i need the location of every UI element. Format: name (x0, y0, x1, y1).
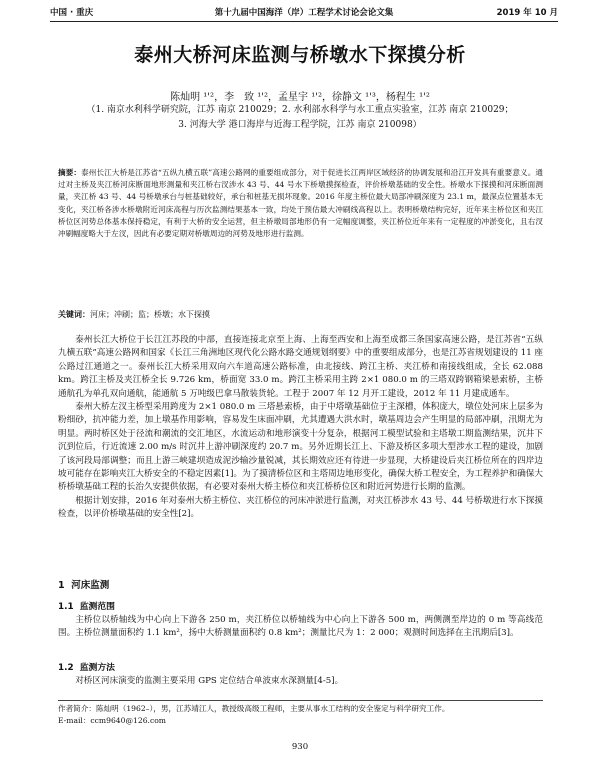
section-1-1-heading (58, 599, 115, 612)
section-1-2-body (58, 675, 543, 688)
section-1-2-number: 1.2 (58, 663, 74, 673)
introduction (58, 334, 543, 522)
header-rule (50, 21, 558, 22)
section-1-1-title: 监测范围 (79, 602, 115, 612)
section-1-2-paragraph: 对桥区河床演变的监测主要采用 GPS 定位结合单波束水深测量[4-5]。 (75, 676, 344, 686)
section-1-heading (58, 577, 109, 591)
section-1-1-body (58, 614, 543, 641)
header-proceedings: 第十九届中国海洋（岸）工程学术讨论会论文集 (214, 8, 394, 18)
section-1-title: 河床监测 (71, 580, 110, 591)
section-1-2-title: 监测方法 (79, 663, 115, 673)
footnote-bio: 作者简介：陈灿明（1962–），男，江苏靖江人，教授级高级工程师，主要从事水工结构的安全鉴定与科学研究工作。 (58, 704, 450, 713)
header-location: 中国 · 重庆 (50, 8, 94, 18)
running-header (50, 6, 558, 20)
author-footnote (58, 703, 543, 727)
page-number: 930 (291, 742, 309, 752)
footnote-rule (58, 700, 543, 701)
footnote-email: E-mail：ccm9640@126.com (58, 716, 166, 725)
section-1-2-heading (58, 660, 115, 673)
author-list: 陈灿明 ¹'²，李 致 ¹'²，孟星宇 ¹'²，徐静文 ¹'³，杨程生 ¹'² (170, 92, 430, 103)
abstract-label: 摘要： (58, 168, 82, 177)
affiliation-line-1: （1. 南京水利科学研究院，江苏 南京 210029；2. 水利部水科学与水工重点实验室，江苏 南京 210029； (86, 105, 514, 115)
keywords-text: 河床；冲刷；监；桥墩；水下探摸 (90, 310, 210, 319)
intro-paragraph-3: 根据计划安排，2016 年对泰州大桥主桥位、夹江桥位的河床冲淤进行监测，对夹江桥涉水 43 号、44 号桥墩进行水下探摸检查，以评价桥墩基础的安全性[2]。 (58, 495, 543, 520)
abstract (58, 167, 543, 240)
keywords-label: 关键词： (58, 309, 90, 319)
section-1-number: 1 (58, 580, 65, 591)
header-date: 2019 年 10 月 (496, 8, 558, 18)
affiliation-line-2: 3. 河海大学 港口海岸与近海工程学院，江苏 南京 210098） (178, 120, 422, 130)
abstract-text: 泰州长江大桥是江苏省“五纵九横五联”高速公路网的重要组成部分，对于促进长江两岸区域经济的协调发展和沿江开发具有重要意义。通过对主桥及夹江桥河床断面地形测量和夹江桥右汊涉水 43 号、44 号水下桥墩摸探检查，评价桥墩基础的安全性。桥墩水下探摸和河床断面测量，夹江桥 43 号、44 号桥墩承台与桩基础较好，承台和桩基无损坏现象。2016 年度主桥位最大局部冲刷深度为 23.1 m，最深点位置基本无变化，夹江桥各涉水桥墩附近河床高程与历次监测结果基本一致，均处于预估最大冲刷线高程以上。表明桥墩结构完好，近年来主桥位区和夹江桥位区河势总体基本保持稳定，有利于大桥的安全运营，但主桥墩局部地形仍有一定幅度调整，夹江桥位近年来有一定程度的冲淤变化，且右汊冲刷幅度略大于左汊，因此有必要定期对桥墩周边的河势及地形进行监测。 (58, 168, 543, 239)
paper-title: 泰州大桥河床监测与桥墩水下探摸分析 (134, 44, 466, 66)
affiliations (40, 103, 560, 133)
section-1-1-number: 1.1 (58, 602, 74, 612)
section-1-1-paragraph: 主桥位以桥轴线为中心向上下游各 250 m，夹江桥位以桥轴线为中心向上下游各 500 m，两侧测至岸边的 0 m 等高线范围。主桥位测量面积约 1.1 km²，扬中大桥测量面积约 0.8 km²；测量比尺为 1：2 000；观测时间选择在主汛期后[3]。 (58, 615, 543, 639)
intro-paragraph-1: 泰州长江大桥位于长江江苏段的中部，直接连接北京至上海、上海至西安和上海至成都三条国家高速公路，是江苏省“五纵九横五联”高速公路网和国家《长江三角洲地区现代化公路水路交通规划纲要》中的重要组成部分，也是江苏省规划建设的 11 座公路过江通道之一。泰州长江大桥采用双向六车道高速公路标准，由北接线、跨江主桥、夹江桥和南接线组成，全长 62.088 km。跨江主桥及夹江桥全长 9.726 km，桥面宽 33.0 m。跨江主桥采用主跨 2×1 080.0 m 的三塔双跨钢箱梁悬索桥，主桥通航孔为单孔双向通航，能通航 5 万吨级巴拿马散装货轮。工程于 2007 年 12 月开工建设，2012 年 11 月建成通车。 (58, 335, 543, 399)
keywords (58, 309, 543, 320)
intro-paragraph-2: 泰州大桥左汊主桥型采用跨度为 2×1 080.0 m 三塔悬索桥，由于中塔墩基础位于主深槽，体积庞大，墩位处河床上层多为粉细砂，抗冲能力差，加上墩基作用影响，容易发生床面冲刷，尤其遭遇大洪水时，墩基周边会产生明显的局部冲刷，汛期尤为明显。两时桥区处于径流和潮流的交汇地区，水流运动和地形演变十分复杂，根据河工模型试验和主塔墩工期监测结果，沉井下沉到位后，行近流速 2.00 m/s 时沉井上游冲刷深度约 20.7 m。另外近期长江上、下游及桥区多项大型涉水工程的建设，加剧了该河段局部调整；而且上游三峡建坝造成泥沙输沙量锐减，其长期效应还有待进一步显现，大桥建设后夹江桥位所在的四岸边坡可能存在影响夹江大桥安全的不稳定因素[1]。为了摸清桥位区和主塔周边地形变化，确保大桥工程安全，为工程养护和确保大桥桥墩基础工程的长治久安提供依据，有必要对泰州大桥主桥位和夹江桥桥位区和附近河势进行长期的监测。 (58, 402, 543, 493)
